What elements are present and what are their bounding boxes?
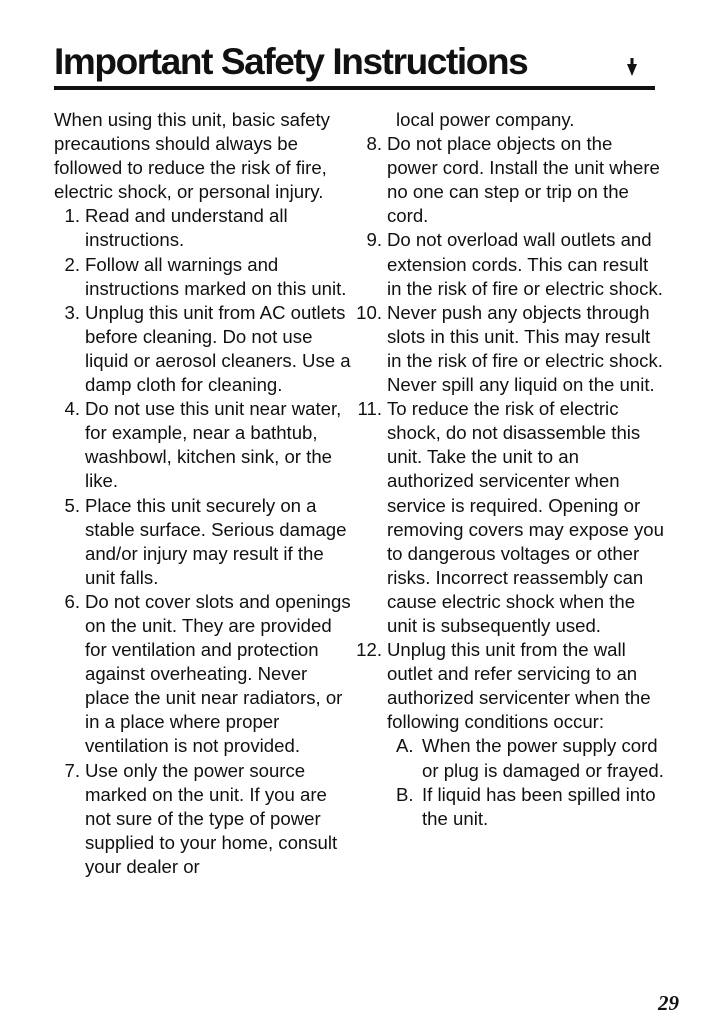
item-number: 5. — [64, 494, 80, 516]
item-text: Do not use this unit near water, for example, near a bathtub, washbowl, kitchen sink, or the like. — [85, 398, 342, 492]
page-title: Important Safety Instructions — [54, 41, 528, 82]
list-item — [356, 397, 666, 638]
item-text: Do not overload wall outlets and extension cords. This can result in the risk of fire or electric shock. — [387, 229, 663, 299]
sub-item-label: A. — [396, 735, 414, 757]
item-number: 3. — [64, 301, 80, 323]
item-number: 7. — [64, 759, 80, 781]
item-number: 11. — [357, 398, 382, 420]
list-item — [356, 228, 666, 300]
left-column — [54, 108, 354, 879]
item-number: 2. — [64, 253, 80, 275]
item-text: To reduce the risk of electric shock, do not disassemble this unit. Take the unit to an authorized servicenter when service is required. Opening or removing covers may expose you to dangerous voltages or other risks. Incorrect reassembly can cause electric shock when the unit is subsequently used. — [387, 398, 664, 636]
item-text: Place this unit securely on a stable surface. Serious damage and/or injury may result if the unit falls. — [85, 494, 347, 588]
list-item — [54, 204, 354, 252]
page-number: 29 — [658, 991, 679, 1015]
list-item — [54, 759, 354, 879]
item-text: Read and understand all instructions. — [85, 205, 288, 251]
item-number: 6. — [64, 590, 80, 612]
list-item — [54, 301, 354, 397]
item-number: 9. — [366, 229, 382, 251]
item-number: 8. — [366, 133, 382, 155]
list-item — [54, 590, 354, 759]
list-item — [356, 132, 666, 228]
item-text: Do not cover slots and openings on the unit. They are provided for ventilation and protection against overheating. Never place the unit near radiators, or in a place where proper ventilation is not provided. — [85, 590, 351, 757]
item-number: 1. — [64, 205, 80, 227]
list-item — [54, 253, 354, 301]
page-header — [54, 38, 655, 90]
list-item — [356, 301, 666, 397]
sub-item-label: B. — [396, 783, 414, 805]
sub-item-text: If liquid has been spilled into the unit. — [422, 783, 656, 829]
item-text: Do not place objects on the power cord. Install the unit where no one can step or trip on the cord. — [387, 133, 660, 227]
item-number: 10. — [356, 301, 382, 323]
title-rule — [54, 86, 655, 90]
intro-paragraph: When using this unit, basic safety precautions should always be followed to reduce the risk of fire, electric shock, or personal injury. — [54, 109, 330, 203]
sub-item-text: When the power supply cord or plug is damaged or frayed. — [422, 735, 664, 781]
item-text: Unplug this unit from the wall outlet and refer servicing to an authorized servicenter when the following conditions occur: — [387, 639, 651, 733]
sub-list-item — [356, 783, 666, 831]
arrow-down-icon — [627, 58, 637, 76]
item-text: Unplug this unit from AC outlets before cleaning. Do not use liquid or aerosol cleaners. Use a damp cloth for cleaning. — [85, 301, 351, 396]
item-text: Follow all warnings and instructions marked on this unit. — [85, 253, 347, 299]
list-item — [54, 494, 354, 590]
item-text: Use only the power source marked on the unit. If you are not sure of the type of power supplied to your home, consult your dealer or — [85, 759, 338, 877]
sub-list-item — [356, 734, 666, 782]
item-number: 12. — [356, 639, 382, 661]
list-item — [356, 638, 666, 734]
item-continuation: local power company. — [396, 109, 575, 130]
list-item — [54, 397, 354, 493]
item-text: Never push any objects through slots in this unit. This may result in the risk of fire or electric shock. Never spill any liquid on the unit. — [387, 301, 663, 396]
item-number: 4. — [64, 398, 80, 420]
right-column — [356, 108, 666, 831]
